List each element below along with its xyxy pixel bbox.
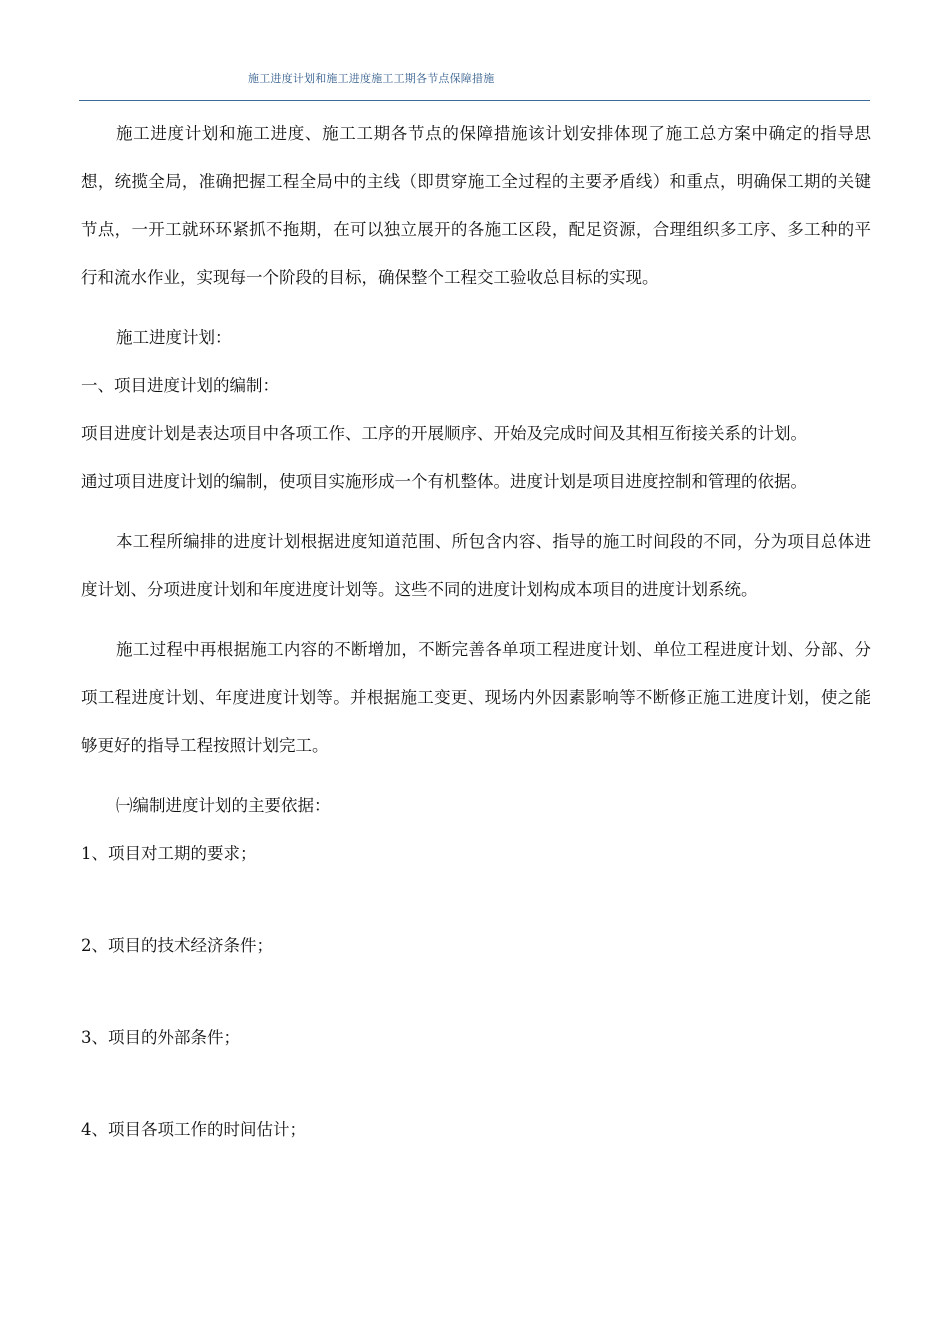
document-body (81, 110, 871, 1154)
system-paragraph: 本工程所编排的进度计划根据进度知道范围、所包含内容、指导的施工时间段的不同，分为项目总体进度计划、分项进度计划和年度进度计划等。这些不同的进度计划构成本项目的进度计划系统。 (81, 532, 871, 599)
list-item: 4、项目各项工作的时间估计； (81, 1120, 306, 1139)
improve-paragraph: 施工过程中再根据施工内容的不断增加，不断完善各单项工程进度计划、单位工程进度计划、分部、分项工程进度计划、年度进度计划等。并根据施工变更、现场内外因素影响等不断修正施工进度计划，使之能够更好的指导工程按照计划完工。 (81, 640, 871, 755)
list-item: 3、项目的外部条件； (81, 1028, 240, 1047)
section1-line-2: 通过项目进度计划的编制，使项目实施形成一个有机整体。进度计划是项目进度控制和管理的依据。 (81, 472, 807, 491)
section-heading-1: 一、项目进度计划的编制： (81, 376, 279, 395)
intro-paragraph: 施工进度计划和施工进度、施工工期各节点的保障措施该计划安排体现了施工总方案中确定的指导思想，统揽全局，准确把握工程全局中的主线（即贯穿施工全过程的主要矛盾线）和重点，明确保工期的关键节点，一开工就环环紧抓不拖期，在可以独立展开的各施工区段，配足资源，合理组织多工序、多工种的平行和流水作业，实现每一个阶段的目标，确保整个工程交工验收总目标的实现。 (81, 124, 871, 287)
plan-heading: 施工进度计划： (116, 328, 232, 347)
section1-line-1: 项目进度计划是表达项目中各项工作、工序的开展顺序、开始及完成时间及其相互衔接关系的计划。 (81, 424, 807, 443)
list-item: 1、项目对工期的要求； (81, 844, 257, 863)
running-header-title: 施工进度计划和施工进度施工工期各节点保障措施 (248, 72, 495, 85)
basis-heading: ㈠编制进度计划的主要依据： (116, 796, 331, 815)
list-item: 2、项目的技术经济条件； (81, 936, 273, 955)
header-divider (79, 100, 870, 101)
